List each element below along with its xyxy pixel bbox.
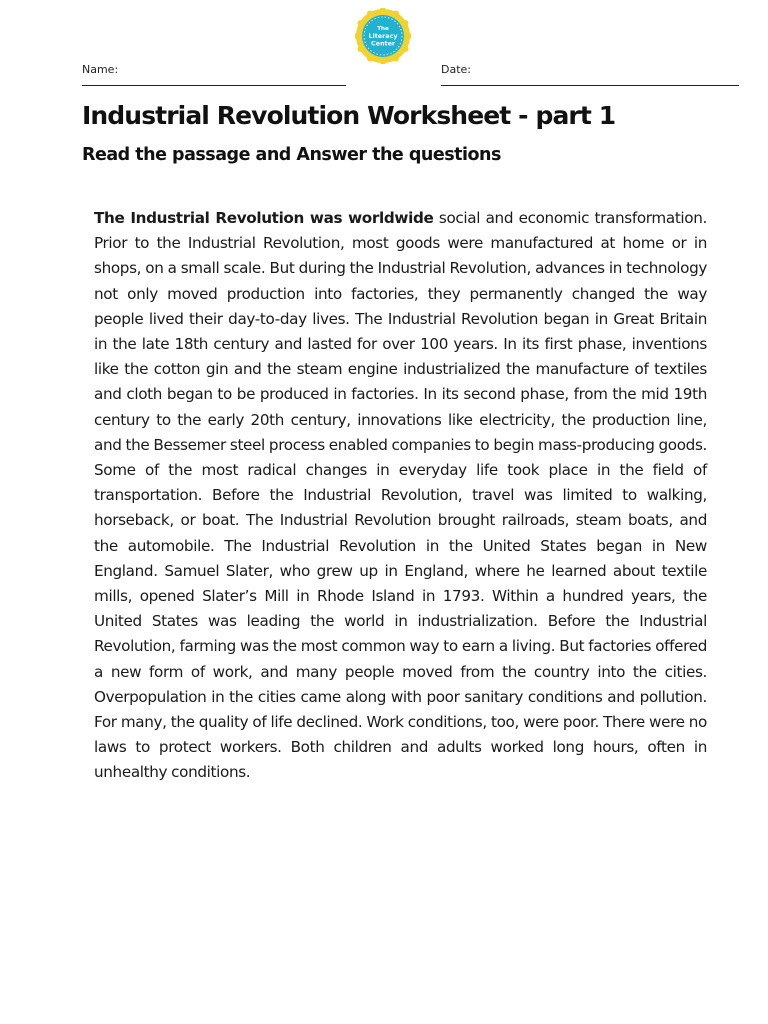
logo-text-line2: Literacy	[368, 32, 398, 40]
date-field[interactable]	[441, 85, 739, 86]
reading-passage	[94, 206, 707, 786]
worksheet-subtitle: Read the passage and Answer the questions	[82, 145, 501, 165]
logo-badge-icon	[355, 8, 411, 64]
worksheet-title: Industrial Revolution Worksheet - part 1	[82, 101, 616, 130]
name-label: Name:	[82, 63, 119, 76]
date-label: Date:	[441, 63, 471, 76]
passage-body: social and economic transformation. Prior to the Industrial Revolution, most goods were manufactured at home or in shops, on a small scale. But during the Industrial Revolution, advances in technology not only moved production into factories, they permanently changed the way people lived their day-to-day lives. The Industrial Revolution began in Great Britain in the late 18th century and lasted for over 100 years. In its first phase, inventions like the cotton gin and the steam engine industrialized the manufacture of textiles and cloth began to be produced in factories. In its second phase, from the mid 19th century to the early 20th century, innovations like electricity, the production line, and the Bessemer steel process enabled companies to begin mass-producing goods. Some of the most radical changes in everyday life took place in the field of transportation. Before the Industrial Revolution, travel was limited to walking, horseback, or boat. The Industrial Revolution brought railroads, steam boats, and the automobile. The Industrial Revolution in the United States began in New England. Samuel Slater, who grew up in England, where he learned about textile mills, opened Slater’s Mill in Rhode Island in 1793. Within a hundred years, the United States was leading the world in industrialization. Before the Industrial Revolution, farming was the most common way to earn a living. But factories offered a new form of work, and many people moved from the country into the cities. Overpopulation in the cities came along with poor sanitary conditions and pollution. For many, the quality of life declined. Work conditions, too, were poor. There were no laws to protect workers. Both children and adults worked long hours, often in unhealthy conditions.	[94, 209, 707, 782]
logo-text-line3: Center	[370, 39, 396, 48]
passage-lead: The Industrial Revolution was worldwide	[94, 209, 434, 227]
literacy-center-logo	[355, 8, 411, 64]
name-field[interactable]	[82, 85, 346, 86]
logo-text-line1: The	[377, 26, 389, 32]
